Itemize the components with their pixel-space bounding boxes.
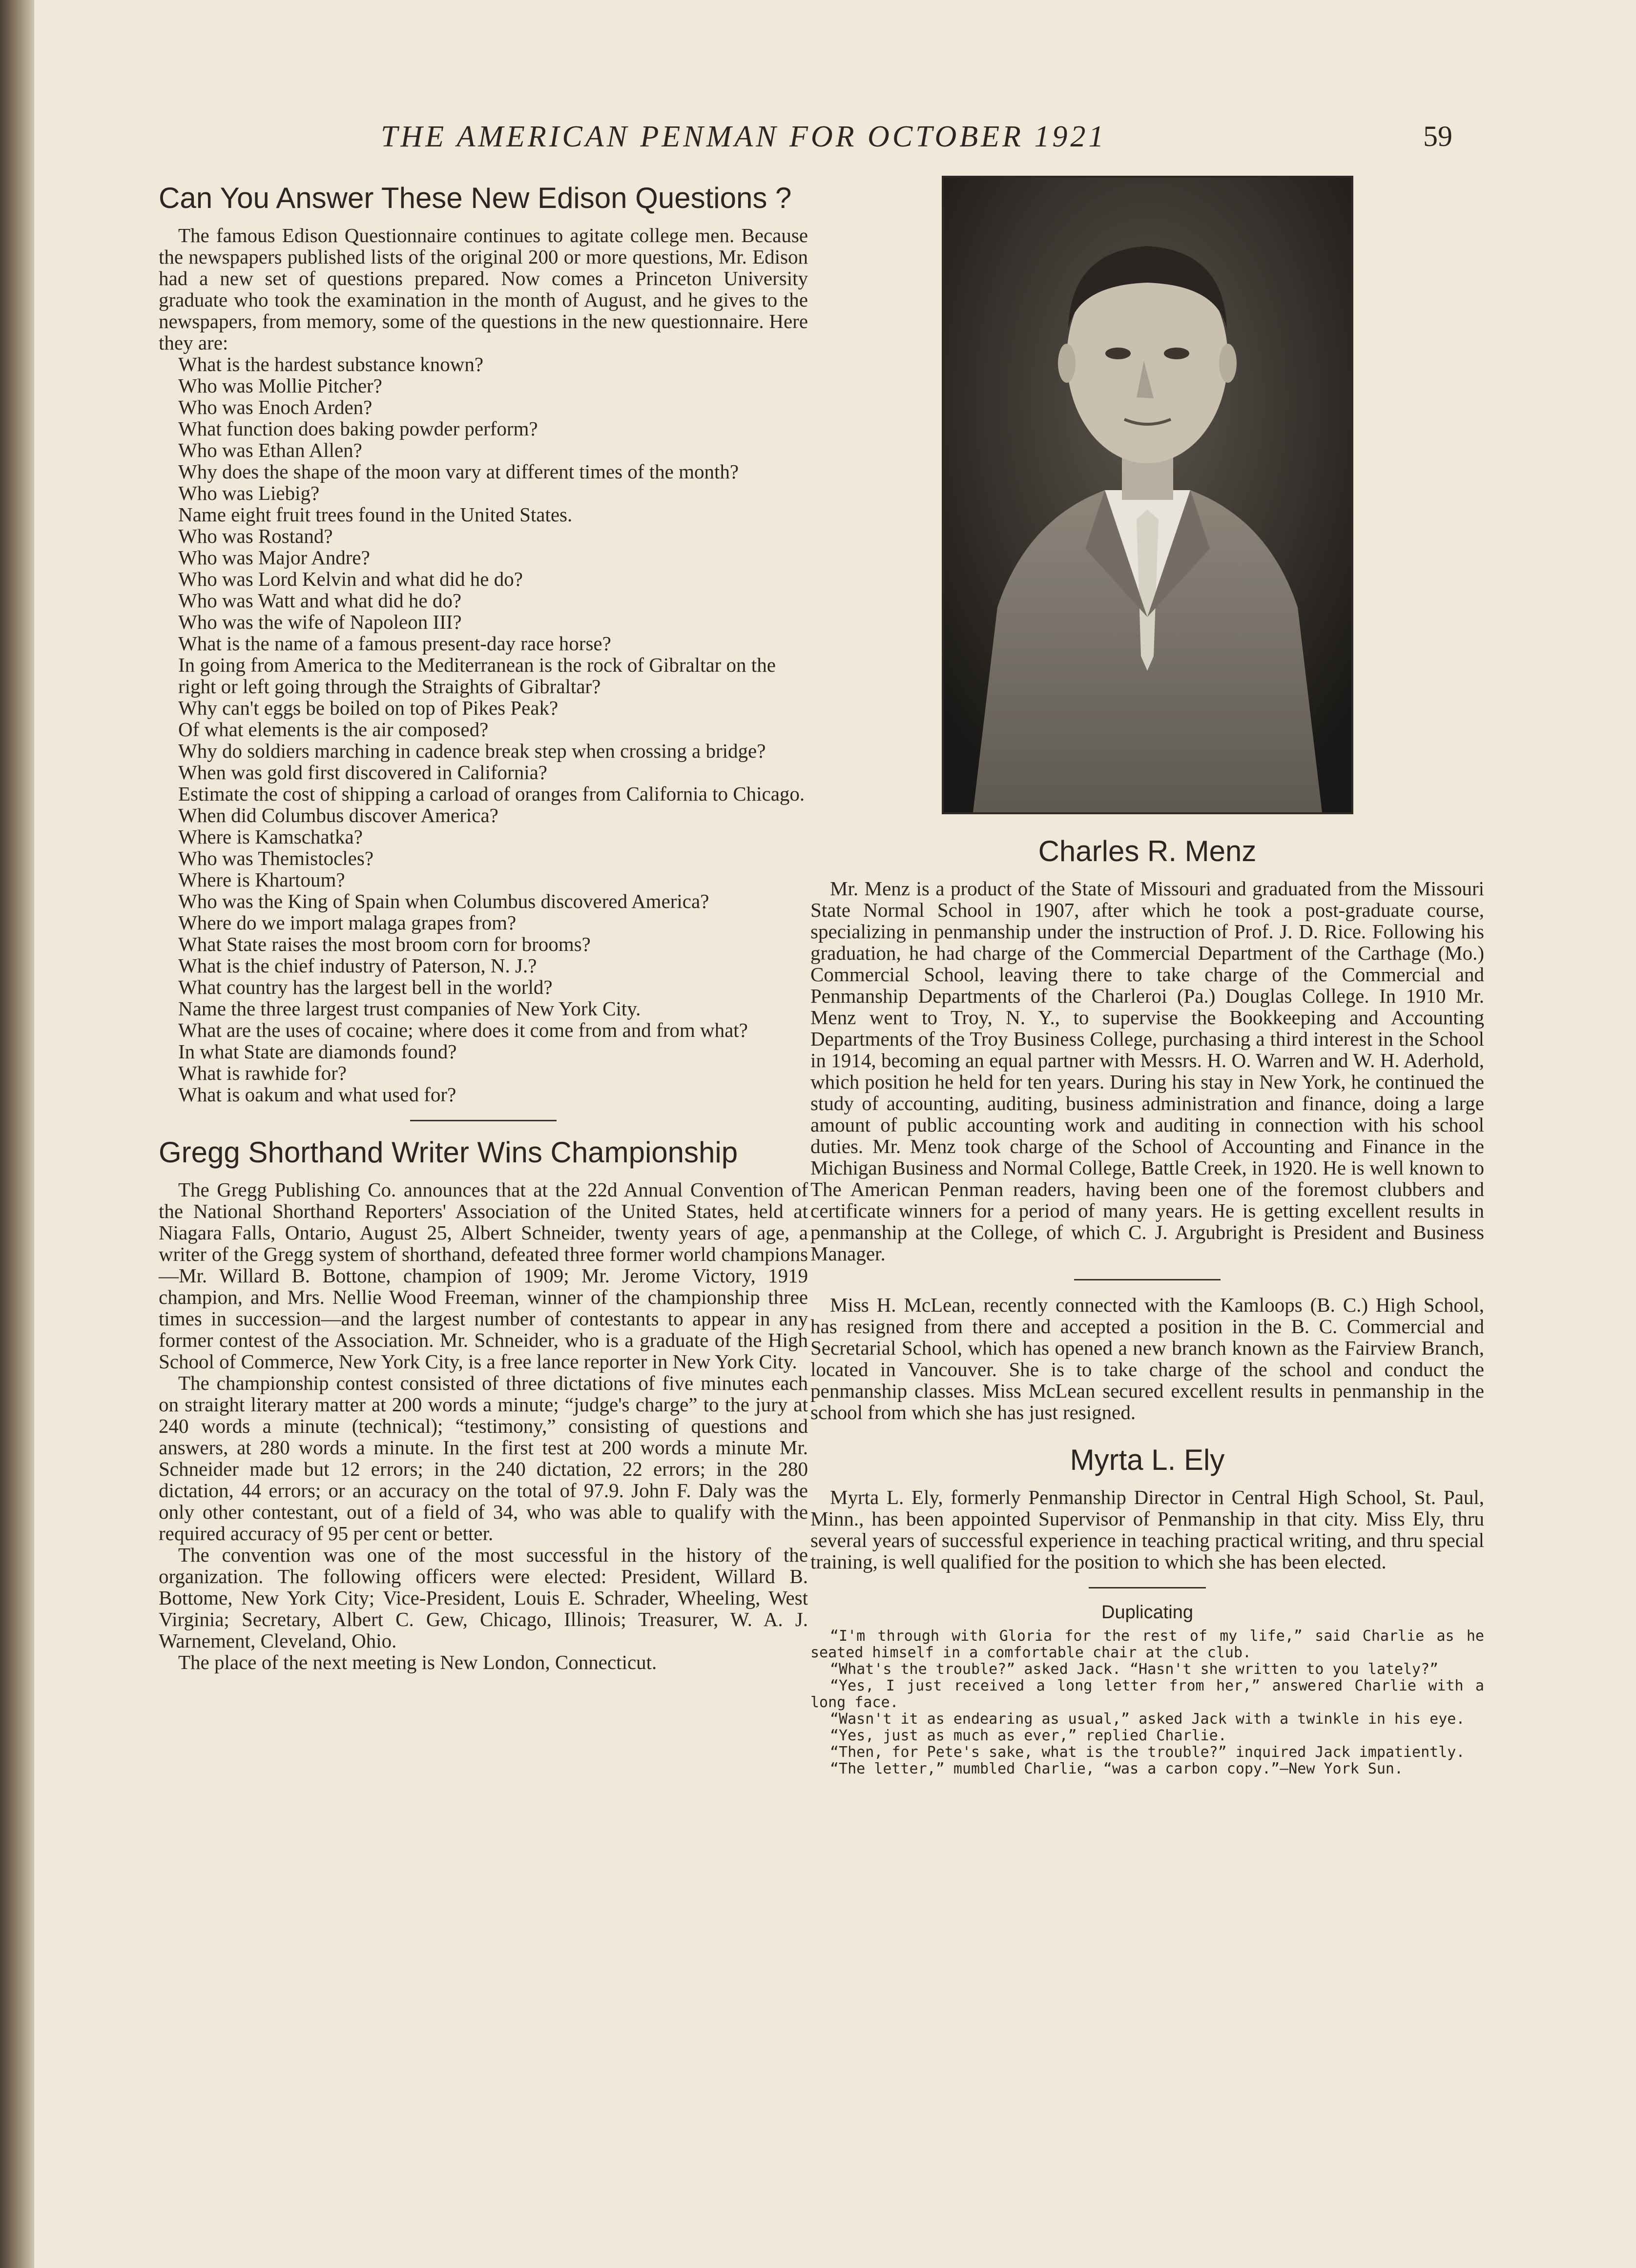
edison-question: Name the three largest trust companies of New York City. — [178, 997, 641, 1020]
edison-question: When did Columbus discover America? — [178, 804, 498, 826]
edison-title: Can You Answer These New Edison Questions ? — [159, 182, 792, 214]
left-column — [159, 181, 808, 1673]
section-divider — [1074, 1279, 1221, 1280]
ely-article — [810, 1443, 1484, 1572]
edison-question: Who was Ethan Allen? — [178, 439, 362, 461]
edison-article — [159, 181, 808, 1105]
edison-question: Why can't eggs be boiled on top of Pikes Peak? — [178, 697, 559, 719]
edison-question: Where do we import malaga grapes from? — [178, 911, 517, 934]
edison-question: Who was Major Andre? — [178, 546, 370, 569]
ely-title: Myrta L. Ely — [1070, 1443, 1225, 1476]
mclean-article — [810, 1294, 1484, 1423]
gregg-body — [159, 1179, 808, 1673]
gregg-paragraph: The place of the next meeting is New London, Connecticut. — [178, 1651, 657, 1673]
edison-intro: The famous Edison Questionnaire continues to agitate college men. Because the newspapers published lists of the original 200 or more questions, Mr. Edison had a new set of questions prepared. Now comes a Princeton University graduate who took the examination in the month of August, and he gives to the newspapers, from memory, some of the questions in the new questionnaire. Here they are: — [159, 224, 808, 354]
mclean-paragraph: Miss H. McLean, recently connected with the Kamloops (B. C.) High School, has resigned from there and accepted a position in the B. C. Commercial and Secretarial School, which has opened a new branch known as the Fairview Branch, located in Vancouver. She is to take charge of the school and conduct the penmanship classes. Miss McLean secured excellent results in penmanship in the school from which she has just resigned. — [810, 1294, 1484, 1423]
portrait-photo — [942, 176, 1353, 814]
duplicating-line: “Yes, just as much as ever,” replied Charlie. — [830, 1727, 1227, 1744]
duplicating-line: “Yes, I just received a long letter from her,” answered Charlie with a long face. — [810, 1677, 1484, 1711]
running-header — [34, 120, 1636, 159]
edison-question: Who was the King of Spain when Columbus discovered America? — [178, 890, 709, 912]
duplicating-line: “Wasn't it as endearing as usual,” asked Jack with a twinkle in his eye. — [830, 1711, 1465, 1728]
section-divider — [1089, 1587, 1206, 1588]
edison-question: Who was Liebig? — [178, 482, 320, 504]
edison-question-list — [159, 353, 808, 1105]
edison-question: Who was Themistocles? — [178, 847, 374, 869]
edison-question: Of what elements is the air composed? — [178, 718, 489, 741]
gregg-paragraph: The convention was one of the most successful in the history of the organization. The following officers were elected: President, Willard B. Bottome, New York City; Vice-President, Louis E. Schrader, Wheeling, West Virginia; Secretary, Albert C. Gew, Chicago, Illinois; Treasurer, W. A. J. Warnement, Cleveland, Ohio. — [159, 1544, 808, 1652]
edison-question: What is oakum and what used for? — [178, 1083, 456, 1106]
duplicating-line: “Then, for Pete's sake, what is the trouble?” inquired Jack impatiently. — [830, 1744, 1465, 1761]
gregg-article — [159, 1135, 808, 1673]
edison-question: What is rawhide for? — [178, 1062, 347, 1084]
edison-question: What function does baking powder perform? — [178, 417, 538, 440]
duplicating-line: “The letter,” mumbled Charlie, “was a carbon copy.”—New York Sun. — [830, 1760, 1403, 1777]
gregg-title: Gregg Shorthand Writer Wins Championship — [159, 1136, 738, 1169]
edison-question: Where is Khartoum? — [178, 868, 345, 891]
header-title: THE AMERICAN PENMAN FOR OCTOBER 1921 — [381, 120, 1107, 153]
edison-question: In going from America to the Mediterranean is the rock of Gibraltar on the right or left going through the Straights of Gibraltar? — [178, 654, 776, 698]
portrait-illustration — [944, 178, 1351, 812]
page-number: 59 — [1423, 120, 1452, 152]
edison-question: Who was Mollie Pitcher? — [178, 374, 382, 397]
menz-title: Charles R. Menz — [1038, 835, 1257, 867]
edison-question: What State raises the most broom corn for brooms? — [178, 933, 591, 955]
edison-question: What country has the largest bell in the world? — [178, 976, 553, 998]
menz-paragraph: Mr. Menz is a product of the State of Missouri and graduated from the Missouri State Normal School in 1907, after which he took a post-graduate course, specializing in penmanship under the instruction of Prof. J. D. Rice. Following his graduation, he had charge of the Commercial Department of the Carthage (Mo.) Commercial School, leaving there to take charge of the Commercial and Penmanship Departments of the Charleroi (Pa.) Douglas College. In 1910 Mr. Menz went to Troy, N. Y., to supervise the Bookkeeping and Accounting Departments of the Troy Business College, purchasing a third interest in the School in 1914, becoming an equal partner with Messrs. H. O. Warren and W. H. Aderhold, which position he held for ten years. During his stay in New York, he continued the study of accounting, auditing, business administration and finance, doing a large amount of public accounting work and auditing in connection with his school duties. Mr. Menz took charge of the School of Accounting and Finance in the Michigan Business and Normal College, Battle Creek, in 1920. He is well known to The American Penman readers, having been one of the foremost clubbers and certificate winners for a period of many years. He is getting excellent results in penmanship at the College, of which C. J. Argubright is President and Business Manager. — [810, 877, 1484, 1265]
menz-article — [810, 834, 1484, 1264]
duplicating-article — [810, 1602, 1484, 1777]
duplicating-line: “What's the trouble?” asked Jack. “Hasn't she written to you lately?” — [830, 1661, 1439, 1678]
edison-question: What are the uses of cocaine; where does it come from and from what? — [178, 1019, 748, 1041]
edison-question: Who was Watt and what did he do? — [178, 589, 462, 612]
edison-question: What is the hardest substance known? — [178, 353, 484, 375]
duplicating-title: Duplicating — [1101, 1602, 1193, 1623]
edison-question: Estimate the cost of shipping a carload of oranges from California to Chicago. — [178, 783, 805, 805]
edison-question: Why do soldiers marching in cadence break step when crossing a bridge? — [178, 740, 766, 762]
edison-question: Name eight fruit trees found in the United States. — [178, 503, 573, 526]
edison-question: Who was the wife of Napoleon III? — [178, 611, 462, 633]
edison-question: Where is Kamschatka? — [178, 825, 363, 848]
edison-question: Who was Rostand? — [178, 525, 333, 547]
right-column — [810, 176, 1484, 1777]
edison-question: Why does the shape of the moon vary at different times of the month? — [178, 460, 739, 483]
magazine-page — [34, 0, 1636, 2268]
edison-question: What is the chief industry of Paterson, N. J.? — [178, 954, 537, 977]
edison-question: Who was Enoch Arden? — [178, 396, 373, 418]
duplicating-line: “I'm through with Gloria for the rest of my life,” said Charlie as he seated himself in a comfortable chair at the club. — [810, 1628, 1484, 1661]
duplicating-body — [810, 1628, 1484, 1777]
edison-question: What is the name of a famous present-day race horse? — [178, 632, 611, 655]
section-divider — [410, 1120, 557, 1121]
edison-question: In what State are diamonds found? — [178, 1040, 457, 1063]
gregg-paragraph: The championship contest consisted of three dictations of five minutes each on straight literary matter at 200 words a minute; “judge's charge” to the jury at 240 words a minute (technical); “testimony,” consisting of questions and answers, at 280 words a minute. In the first test at 200 words a minute Mr. Schneider made but 12 errors; in the 240 dictation, 22 errors; in the 280 dictation, 44 errors; or an accuracy on the total of 97.9. John F. Daly was the only other contestant, out of a field of 34, who was able to qualify with the required accuracy of 95 per cent or better. — [159, 1372, 808, 1545]
edison-question: Who was Lord Kelvin and what did he do? — [178, 568, 523, 590]
gregg-paragraph: The Gregg Publishing Co. announces that at the 22d Annual Convention of the National Shorthand Reporters' Association of the United States, held at Niagara Falls, Ontario, August 25, Albert Schneider, twenty years of age, a writer of the Gregg system of shorthand, defeated three former world champions—Mr. Willard B. Bottone, champion of 1909; Mr. Jerome Victory, 1919 champion, and Mrs. Nellie Wood Freeman, winner of the championship three times in succession—and the largest number of contestants to appear in any former contest of the Association. Mr. Schneider, who is a graduate of the High School of Commerce, New York City, is a free lance reporter in New York City. — [159, 1178, 808, 1373]
edison-question: When was gold first discovered in California? — [178, 761, 547, 783]
book-spine-edge — [0, 0, 34, 2268]
ely-paragraph: Myrta L. Ely, formerly Penmanship Director in Central High School, St. Paul, Minn., has been appointed Supervisor of Penmanship in that city. Miss Ely, thru several years of successful experience in teaching practical writing, and thru special training, is well qualified for the position to which she has been elected. — [810, 1486, 1484, 1573]
